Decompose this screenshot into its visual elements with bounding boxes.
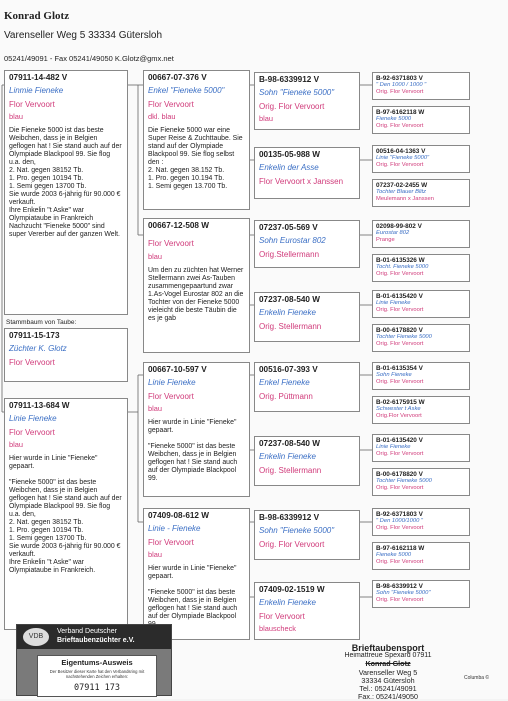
association-logo: VDB [23,628,49,646]
gen3-card-7 [254,510,360,560]
ring-number: B-02-6175915 W [376,399,425,406]
sire-description: Die Fieneke 5000 ist das beste Weibchen, dass je in Belgien geflogen hat ! Sie stand auch auf der Olympiade Blackpool 99. Sie flog u.a. den, 2. Nat. gegen 38152 Tb. 1. Pro. gegen 10194 Tb. 1. Semi gegen 13700 Tb. Sie wurde 2003 6-jährig für 90.000 € verkauft. Ihre Enkelin "t Aske" war Olympiataube in Frankreich Nachzucht "Fieneke 5000" sind super Vererber auf der ganzen Welt. [9,127,122,239]
pigeon-owner: Flor Vervoort [148,99,194,109]
club-stamp-fax: Fax.: 05241/49050 [358,692,418,701]
pigeon-name: Enkelin Fieneke [259,308,316,318]
pigeon-owner: Flor Vervoort [259,611,305,621]
sire-owner: Flor Vervoort [9,99,55,109]
ownership-card [37,655,157,697]
gen4-card-12 [372,468,470,496]
gen3-card-3 [254,220,360,268]
ownership-card-note: Der Besitzer dieser Karte hat den Verbandsring mit nachstehenden Zeichen erhalten: [49,669,145,679]
dam-owner: Flor Vervoort [9,427,55,437]
pigeon-color: blau [148,549,162,559]
pigeon-name: Tocht. Fieneke 5000 [376,264,429,270]
breeder-address: Varenseller Weg 5 33334 Gütersloh [4,30,163,41]
pigeon-name: Enkel Fieneke [259,378,310,388]
breeder-contact: 05241/49091 - Fax 05241/49050 K.Glotz@gmx.net [4,54,174,63]
gen4-card-6 [372,254,470,282]
gen4-card-8 [372,324,470,352]
pigeon-owner: Flor Vervoort [148,537,194,547]
pigeon-name: Tochter Fieneke 5000 [376,334,432,340]
pedigree-label: Stammbaum von Taube: [6,319,77,326]
pigeon-owner: Flor Vervoort x Janssen [259,176,344,186]
pigeon-owner: Flor Vervoort [148,391,194,401]
subject-card [4,328,128,382]
granddam-paternal-card [143,218,250,353]
sire-color: blau [9,111,23,121]
pigeon-description: Um den zu züchten hat Werner Stellermann zwei As-Tauben zusammengepaartund zwar 1.As-Vogel Eurostar 802 an die Tochter von der Fieneke 5000 vieleicht die beste Täubin die es je gab [148,266,246,322]
dam-description: Hier wurde in Linie "Fieneke" gepaart. "Fieneke 5000" ist das beste Weibchen, dass je in Belgien geflogen hat ! Sie stand auch auf der Olympiade Blackpool 99. Sie flog u.a. den, 2. Nat. gegen 38152 Tb. 1. Pro. gegen 10194 Tb. 1. Semi gegen 13700 Tb. Sie wurde 2003 6-jährig für 90.000 € verkauft. Ihre Enkelin "t Aske" war Olympiataube in Frankreich. [9,455,122,575]
dam-name: Linie Fieneke [9,414,57,424]
sire-card [4,70,128,315]
software-mark: Columba © [464,675,490,681]
club-stamp-city: 33334 Gütersloh [361,675,415,685]
pigeon-owner: Orig. Flor Vervoort [259,101,325,111]
pigeon-name: Enkel "Fieneke 5000" [148,86,225,96]
pigeon-owner: Orig. Stellermann [259,321,322,331]
pigeon-owner: Orig.Stellermann [259,249,320,259]
club-stamp-title: Brieftaubensport [351,643,425,653]
ring-number: B-92-6371803 V [376,511,423,518]
pigeon-name: Linie Fieneke [376,300,411,306]
subject-name: Züchter K. Glotz [9,344,67,354]
ring-number: 02098-99-802 V [376,223,422,230]
subject-owner: Flor Vervoort [9,357,55,367]
grandsire-paternal-card [143,70,250,210]
club-stamp-street: Varenseller Weg 5 [358,667,418,677]
dam-color: blau [9,439,23,449]
pigeon-owner: Orig.Flor Vervoort [376,413,422,419]
pigeon-name: Tochter Blauer Blitz [376,189,427,195]
ring-number: 07237-05-569 V [259,223,318,232]
club-stamp [328,644,448,699]
gen4-card-13 [372,508,470,536]
association-banner [17,625,171,649]
ring-number: B-98-6339912 V [376,583,423,590]
pigeon-name: Fieneke 5000 [376,116,412,122]
gen4-card-1 [372,72,470,100]
pigeon-name: Enkelin Fieneke [259,598,316,608]
ring-number: 00667-07-376 V [148,73,207,82]
pigeon-description: Hier wurde in Linie "Fieneke" gepaart. "Fieneke 5000" ist das beste Weibchen, dass je in Belgien geflogen hat ! Sie stand auch auf der Olympiade Blackpool [148,565,238,621]
gen3-card-8 [254,582,360,640]
ring-number: B-97-6162118 W [376,109,425,116]
ring-number: B-00-6178820 V [376,327,423,334]
gen3-card-2 [254,147,360,199]
pigeon-color: blauscheck [259,623,296,633]
pigeon-owner: Prange [376,237,395,243]
ring-number: B-00-6178820 V [376,471,423,478]
ownership-ring-number: 07911 173 [73,683,121,693]
pigeon-name: " Den 1000 / 1000 " [376,82,427,88]
ownership-card-stamp [16,624,172,696]
association-name-line2: Brieftaubenzüchter e.V. [57,637,135,644]
subject-ring-number: 07911-15-173 [9,331,60,340]
pigeon-name: Eurostar 802 [376,230,410,236]
pigeon-name: Sohn Fieneke [376,372,412,378]
pigeon-owner: Orig. Flor Vervoort [376,485,424,491]
ownership-card-title: Eigentums-Ausweis [61,658,133,667]
gen4-card-11 [372,434,470,462]
gen4-card-4 [372,179,470,207]
ring-number: 00667-10-597 V [148,365,207,374]
ring-number: B-98-6339912 V [259,75,320,84]
ring-number: B-01-6135420 V [376,293,423,300]
pigeon-owner: Orig. Flor Vervoort [376,451,424,457]
pigeon-name: Fieneke 5000 [376,552,412,558]
pigeon-description: Die Fieneke 5000 war eine Super Reise & Zuchttaube. Sie stand auf der Olympiade Blackpool 99. Sie flog selbst den : 2. Nat. gegen 38.152 Tb. 1. Pro. gegen 10.194 Tb. 1. Semi gegen 13.700 Tb. [148,127,243,191]
pigeon-owner: Orig. Flor Vervoort [259,539,325,549]
pigeon-owner: Orig. Püttmann [259,391,313,401]
ring-number: 07409-08-612 W [148,511,209,520]
pigeon-color: blau [148,403,162,413]
pigeon-name: Sohn "Fieneke 5000" [259,88,335,98]
club-stamp-subtitle: Heimattreue Spexard 07911 [344,652,432,660]
pigeon-name: Tochter Fieneke 5000 [376,478,432,484]
breeder-name: Konrad Glotz [4,10,70,22]
ring-number: 00516-07-393 V [259,365,318,374]
ring-number: B-01-6135354 V [376,365,423,372]
pigeon-color: blau [259,113,273,123]
gen3-card-5 [254,362,360,412]
pigeon-name: Linie - Fieneke [148,524,201,534]
pigeon-name: Linie Fieneke [148,378,196,388]
pigeon-owner: Orig. Flor Vervoort [376,271,424,277]
pigeon-owner: Orig. Flor Vervoort [376,162,424,168]
pigeon-color: blau [148,251,162,261]
sire-name: Linmie Fieneke [9,86,64,96]
grandsire-maternal-card [143,362,250,497]
pigeon-owner: Orig. Stellermann [259,465,322,475]
ring-number: 00667-12-508 W [148,221,209,230]
gen4-card-2 [372,106,470,134]
gen4-card-10 [372,396,470,424]
ring-number: 07409-02-1519 W [259,585,325,594]
ring-number: B-98-6339912 V [259,513,320,522]
pigeon-owner: Flor Vervoort [148,239,194,249]
pigeon-name: Linie "Fieneke 5000" [376,155,430,161]
gen3-card-4 [254,292,360,342]
ring-number: 07237-08-540 W [259,439,320,448]
pigeon-color: dkl. blau [148,111,176,121]
pigeon-owner: Orig. Flor Vervoort [376,559,424,565]
pigeon-name: Sohn "Fieneke 5000" [376,590,431,596]
pigeon-owner: Orig. Flor Vervoort [376,123,424,129]
pigeon-owner: Orig. Flor Vervoort [376,89,424,95]
sire-ring-number: 07911-14-482 V [9,73,68,82]
pigeon-owner: Orig. Flor Vervoort [376,597,424,603]
ring-number: 07237-08-540 W [259,295,320,304]
gen4-card-14 [372,542,470,570]
gen4-card-3 [372,145,470,173]
pigeon-name: Schwester t Aske [376,406,421,412]
pigeon-owner: Orig. Flor Vervoort [376,525,424,531]
pigeon-name: Linie Fieneke [376,444,411,450]
pigeon-owner: Orig. Flor Vervoort [376,341,424,347]
pigeon-name: Sohn Eurostar 802 [259,236,326,246]
dam-ring-number: 07911-13-684 W [9,401,70,410]
ring-number: 00135-05-988 W [259,150,320,159]
ring-number: 07237-02-2455 W [376,182,428,189]
ring-number: B-97-6162118 W [376,545,425,552]
ring-number: B-01-6135326 W [376,257,425,264]
ring-number: B-01-6135420 V [376,437,423,444]
pigeon-owner: Meulemann x Janssen [376,196,434,202]
ring-number: B-92-6371803 V [376,75,423,82]
club-stamp-tel: Tel.: 05241/49091 [359,684,417,694]
gen4-card-7 [372,290,470,318]
club-stamp-name: Konrad Glotz [365,659,411,669]
granddam-maternal-card [143,508,250,640]
dam-card [4,398,128,630]
gen3-card-1 [254,72,360,130]
pigeon-name: Enkelin der Asse [259,163,319,173]
ring-number: 00516-04-1363 V [376,148,426,155]
gen4-card-15 [372,580,470,608]
pigeon-owner: Orig. Flor Vervoort [376,307,424,313]
pigeon-name: " Den 1000/1000 " [376,518,423,524]
pigeon-owner: Orig. Flor Vervoort [376,379,424,385]
gen3-card-6 [254,436,360,486]
pigeon-name: Enkelin Fieneke [259,452,316,462]
pigeon-description: Hier wurde in Linie "Fieneke" gepaart. "Fieneke 5000" ist das beste Weibchen, dass je in Belgien geflogen hat ! Sie stand auch auf der Olympiade Blackpool 99. [148,419,238,483]
pigeon-name: Sohn "Fieneke 5000" [259,526,335,536]
association-name-line1: Verband Deutscher [57,628,117,635]
gen4-card-9 [372,362,470,390]
gen4-card-5 [372,220,470,248]
